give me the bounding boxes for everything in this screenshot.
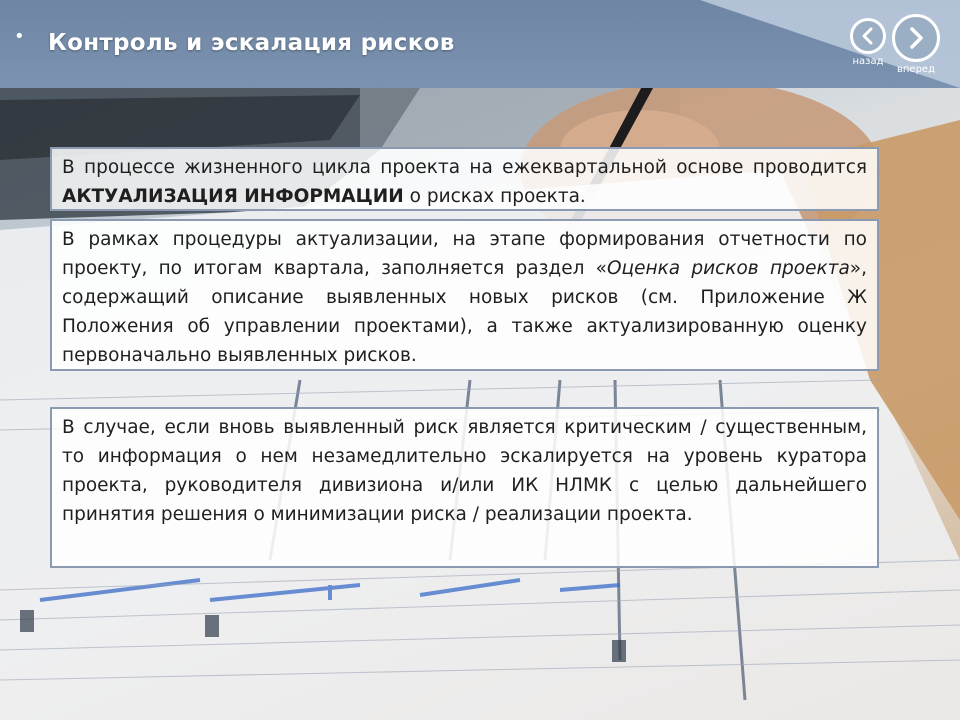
chevron-right-icon <box>892 14 940 62</box>
back-label: назад <box>852 56 884 67</box>
paragraph-1-tail: о рисках проекта. <box>403 186 586 207</box>
page-title: Контроль и эскалация рисков <box>48 30 455 56</box>
paragraph-2-text: В рамках процедуры актуализации, на этапе формирования отчетности по проекту, по итогам квартала, заполняется раздел « <box>62 229 867 279</box>
paragraph-3: В случае, если вновь выявленный риск является критическим / существенным, то информация о нем незамедлительно эскалируется на уровень куратора проекта, руководителя дивизиона и/или ИК НЛМК с целью дальнейшего принятия решения о минимизации риска / реализации проекта. <box>62 417 867 525</box>
forward-label: вперед <box>897 64 935 75</box>
forward-button[interactable] <box>892 14 940 75</box>
paragraph-2-tail: », содержащий описание выявленных новых рисков (см. Приложение Ж Положения об управлении проектами), а также актуализированную оценку первоначально выявленных рисков. <box>62 258 867 366</box>
back-button[interactable] <box>850 18 886 67</box>
paragraph-2 <box>62 225 867 370</box>
text-block-procedure <box>50 219 879 371</box>
text-block-escalation <box>50 407 879 568</box>
paragraph-1 <box>62 153 867 211</box>
text-block-actualization <box>50 147 879 211</box>
paragraph-1-emphasis: АКТУАЛИЗАЦИЯ ИНФОРМАЦИИ <box>62 186 404 207</box>
title-bullet: • <box>14 26 25 47</box>
chevron-left-icon <box>850 18 886 54</box>
paragraph-2-emphasis: Оценка рисков проекта <box>606 258 850 279</box>
paragraph-1-text: В процессе жизненного цикла проекта на ежеквартальной основе проводится <box>62 157 867 178</box>
